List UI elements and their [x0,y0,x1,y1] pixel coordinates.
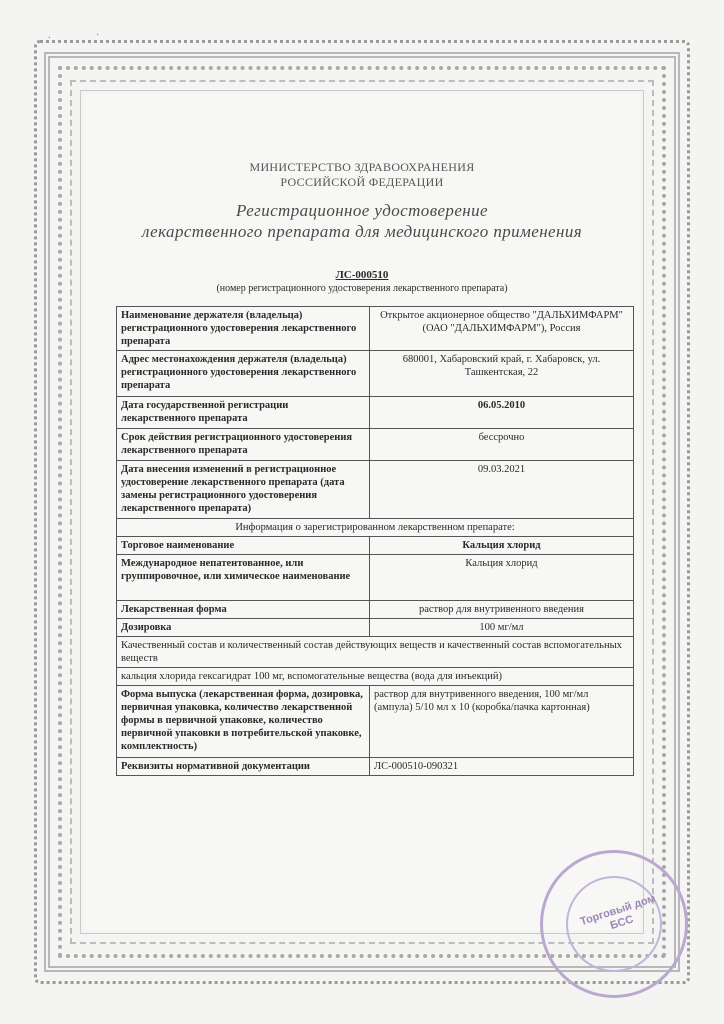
seal-stamp-text: Торговый дом БСС [578,892,657,933]
registration-number-note: (номер регистрационного удостоверения лекарственного препарата) [216,283,508,294]
table-row [117,619,634,637]
ministry-heading [90,160,634,190]
ministry-line-2: РОССИЙСКОЙ ФЕДЕРАЦИИ [280,175,444,189]
table-row [117,429,634,461]
normative-docs-label: Реквизиты нормативной документации [117,758,370,776]
holder-name-label: Наименование держателя (владельца) регистрационного удостоверения лекарственного препарата [117,307,370,351]
validity-value: бессрочно [370,429,634,461]
table-row [117,555,634,601]
table-row [117,519,634,537]
scan-mark: · [96,30,100,41]
release-form-value: раствор для внутривенного введения, 100 мг/мл (ампула) 5/10 мл x 10 (коробка/пачка картонная) [370,686,634,758]
table-row [117,461,634,519]
changes-date-label: Дата внесения изменений в регистрационное удостоверение лекарственного препарата (дата замены регистрационного удостоверения лекарственного препарата) [117,461,370,519]
holder-address-value: 680001, Хабаровский край, г. Хабаровск, ул. Ташкентская, 22 [370,351,634,397]
scan-mark: . [48,30,51,41]
product-section-title: Информация о зарегистрированном лекарственном препарате: [117,519,634,537]
table-row [117,668,634,686]
trade-name-value: Кальция хлорид [370,537,634,555]
table-row [117,637,634,668]
inn-value: Кальция хлорид [370,555,634,601]
ministry-line-1: МИНИСТЕРСТВО ЗДРАВООХРАНЕНИЯ [249,160,475,174]
changes-date-value: 09.03.2021 [370,461,634,519]
trade-name-label: Торговое наименование [117,537,370,555]
dosage-form-value: раствор для внутривенного введения [370,601,634,619]
registration-date-value: 06.05.2010 [370,397,634,429]
table-row [117,307,634,351]
dosage-label: Дозировка [117,619,370,637]
table-row [117,601,634,619]
composition-label: Качественный состав и количественный состав действующих веществ и качественный состав вспомогательных веществ [117,637,634,668]
dosage-form-label: Лекарственная форма [117,601,370,619]
composition-value: кальция хлорида гексагидрат 100 мг, вспомогательные вещества (вода для инъекций) [117,668,634,686]
registration-date-label: Дата государственной регистрации лекарственного препарата [117,397,370,429]
holder-address-label: Адрес местонахождения держателя (владельца) регистрационного удостоверения лекарственного препарата [117,351,370,397]
table-row [117,686,634,758]
holder-name-value: Открытое акционерное общество "ДАЛЬХИМФАРМ" (ОАО "ДАЛЬХИМФАРМ"), Россия [370,307,634,351]
document-title [90,200,634,242]
title-line-2: лекарственного препарата для медицинского применения [141,222,583,241]
table-row [117,758,634,776]
registration-number: ЛС-000510 [335,269,389,281]
table-row [117,351,634,397]
table-row [117,397,634,429]
release-form-label: Форма выпуска (лекарственная форма, дозировка, первичная упаковка, количество лекарственной формы в первичной упаковке, количество первичной упаковки в потребительской упаковке, комплектность) [117,686,370,758]
title-line-1: Регистрационное удостоверение [236,201,488,220]
normative-docs-value: ЛС-000510-090321 [370,758,634,776]
registration-table [116,306,634,776]
validity-label: Срок действия регистрационного удостоверения лекарственного препарата [117,429,370,461]
inn-label: Международное непатентованное, или группировочное, или химическое наименование [117,555,370,601]
table-row [117,537,634,555]
dosage-value: 100 мг/мл [370,619,634,637]
